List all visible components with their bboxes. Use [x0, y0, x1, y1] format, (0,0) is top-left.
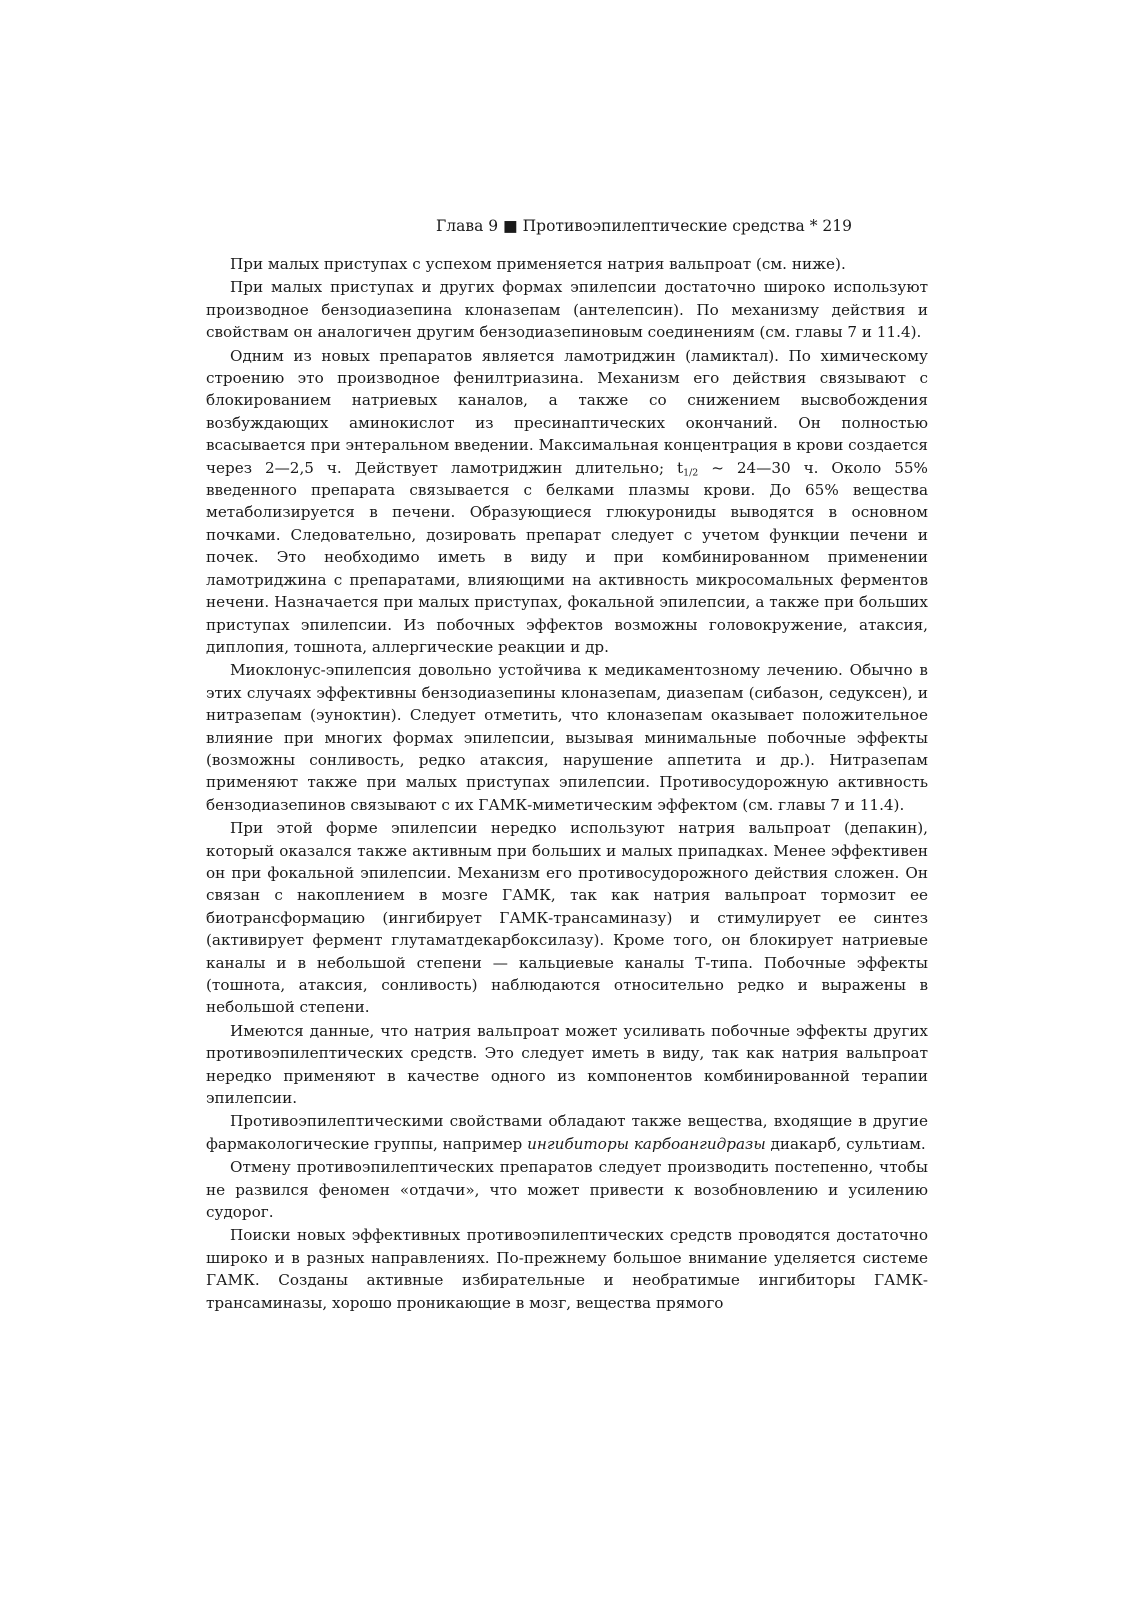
- paragraph-valproate-mechanism: При этой форме эпилепсии нередко используют натрия вальпроат (депакин), который оказался также активным при больших и малых припадках. Менее эффективен он при фокальной эпилепсии. Механизм его противосудорожного действия сложен. Он связан с накоплением в мозге ГАМК, так как натрия вальпроат тормозит ее биотрансформацию (ингибирует ГАМК-трансаминазу) и стимулирует ее синтез (активирует фермент глутаматдекарбоксилазу). Кроме того, он блокирует натриевые каналы и в небольшой степени — кальциевые каналы Т-типа. Побочные эффекты (тошнота, атаксия, сонливость) наблюдаются относительно редко и выражены в небольшой степени.: [206, 819, 928, 1017]
- half-life-subscript: 1/2: [683, 467, 699, 478]
- chapter-label: Глава 9: [436, 217, 499, 235]
- page-number: * 219: [809, 217, 852, 235]
- chapter-title: Противоэпилептические средства: [522, 217, 805, 235]
- lamotrigine-text-part-2: ~ 24—30 ч. Около 55% введенного препарата связывается с белками плазмы крови. До 65% вещества метаболизируется в печени. Образующиеся глюкурониды выводятся в основном почками. Следовательно, дозировать препарат следует с учетом функции печени и почек. Это необходимо иметь в виду и при комбинированном применении ламотриджина с препаратами, влияющими на активность микросомальных ферментов нечени. Назначается при малых приступах, фокальной эпилепсии, а также при больших приступах эпилепсии. Из побочных эффектов возможны головокружение, атаксия, диплопия, тошнота, аллергические реакции и др.: [206, 458, 928, 656]
- body-text: [206, 253, 928, 1315]
- paragraph-withdrawal: Отмену противоэпилептических препаратов следует производить постепенно, чтобы не развился феномен «отдачи», что может привести к возобновлению и усилению судорог.: [206, 1158, 928, 1222]
- carbonic-text-part-2: диакарб, сультиам.: [765, 1134, 926, 1153]
- running-header: [436, 216, 852, 236]
- paragraph-myoclonus-epilepsy: Миоклонус-эпилепсия довольно устойчива к медикаментозному лечению. Обычно в этих случаях эффективны бензодиазепины клоназепам, диазепам (сибазон, седуксен), и нитразепам (эуноктин). Следует отметить, что клоназепам оказывает положительное влияние при многих формах эпилепсии, вызывая минимальные побочные эффекты (возможны сонливость, редко атаксия, нарушение аппетита и др.). Нитразепам применяют также при малых приступах эпилепсии. Противосудорожную активность бензодиазепинов связывают с их ГАМК-миметическим эффектом (см. главы 7 и 11.4).: [206, 661, 928, 814]
- paragraph-lamotrigine: [206, 345, 928, 659]
- paragraph-new-drug-search: Поиски новых эффективных противоэпилептических средств проводятся достаточно широко и в разных направлениях. По-прежнему большое внимание уделяется системе ГАМК. Созданы активные избирательные и необратимые ингибиторы ГАМК-трансаминазы, хорошо проникающие в мозг, вещества прямого: [206, 1226, 928, 1312]
- header-separator-icon: ■: [503, 217, 518, 235]
- paragraph-valproate-interactions: Имеются данные, что натрия вальпроат может усиливать побочные эффекты других противоэпилептических средств. Это следует иметь в виду, так как натрия вальпроат нередко применяют в качестве одного из компонентов комбинированной терапии эпилепсии.: [206, 1021, 928, 1108]
- carbonic-text-part-1: Противоэпилептическими свойствами обладают также вещества, входящие в другие фармакологические группы, например: [206, 1112, 928, 1153]
- paragraph-petit-mal-valproate: При малых приступах с успехом применяется натрия вальпроат (см. ниже).: [230, 255, 846, 273]
- lamotrigine-text-part-1: Одним из новых препаратов является ламотриджин (ламиктал). По химическому строению это производное фенилтриазина. Механизм его действия связывают с блокированием натриевых каналов, а также со снижением высвобождения возбуждающих аминокислот из пресинаптических окончаний. Он полностью всасывается при энтеральном введении. Максимальная концентрация в крови создается через 2—2,5 ч. Действует ламотриджин длительно; t: [206, 346, 928, 477]
- carbonic-anhydrase-term: ингибиторы карбоангидразы: [527, 1134, 766, 1153]
- paragraph-carbonic-anhydrase: [206, 1110, 928, 1155]
- paragraph-clonazepam: При малых приступах и других формах эпилепсии достаточно широко используют производное бензодиазепина клоназепам (антелепсин). По механизму действия и свойствам он аналогичен другим бензодиазепиновым соединениям (см. главы 7 и 11.4).: [206, 278, 928, 342]
